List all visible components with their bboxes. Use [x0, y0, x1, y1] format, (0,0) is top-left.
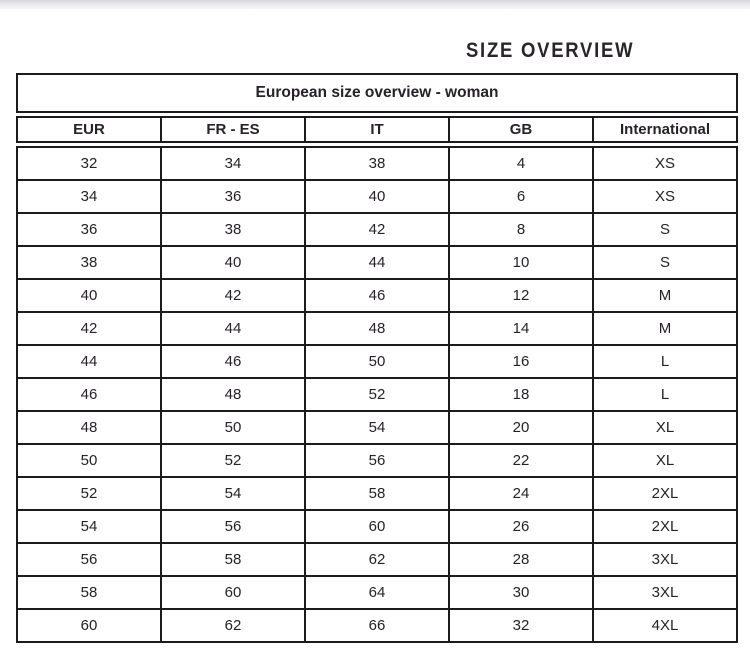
table-row [17, 378, 737, 411]
table-row [17, 576, 737, 609]
table-cell: S [593, 246, 737, 279]
table-cell: 6 [449, 180, 593, 213]
table-cell: 20 [449, 411, 593, 444]
window-top-bar [0, 0, 750, 9]
table-cell: 40 [161, 246, 305, 279]
table-cell: 60 [161, 576, 305, 609]
table-cell: M [593, 279, 737, 312]
table-cell: 2XL [593, 510, 737, 543]
table-cell: 44 [161, 312, 305, 345]
table-cell: 50 [161, 411, 305, 444]
table-cell: 60 [305, 510, 449, 543]
table-cell: 42 [17, 312, 161, 345]
column-header-fr-es: FR - ES [161, 117, 305, 142]
table-row [17, 510, 737, 543]
table-cell: 12 [449, 279, 593, 312]
table-row [17, 345, 737, 378]
table-row [17, 279, 737, 312]
table-cell: XL [593, 411, 737, 444]
table-cell: 56 [305, 444, 449, 477]
table-row [17, 246, 737, 279]
table-cell: 58 [161, 543, 305, 576]
table-cell: 44 [17, 345, 161, 378]
table-cell: L [593, 345, 737, 378]
table-row [17, 147, 737, 180]
table-cell: 48 [305, 312, 449, 345]
table-cell: 18 [449, 378, 593, 411]
table-cell: 48 [17, 411, 161, 444]
column-header-eur: EUR [17, 117, 161, 142]
table-cell: 54 [305, 411, 449, 444]
table-cell: 26 [449, 510, 593, 543]
table-cell: XS [593, 180, 737, 213]
table-cell: M [593, 312, 737, 345]
column-header-gb: GB [449, 117, 593, 142]
table-cell: 48 [161, 378, 305, 411]
table-row [17, 180, 737, 213]
table-cell: 62 [161, 609, 305, 642]
table-cell: 62 [305, 543, 449, 576]
table-cell: 50 [305, 345, 449, 378]
table-cell: 38 [161, 213, 305, 246]
table-cell: 44 [305, 246, 449, 279]
table-row [17, 477, 737, 510]
table-cell: 3XL [593, 543, 737, 576]
table-cell: 46 [161, 345, 305, 378]
table-cell: 50 [17, 444, 161, 477]
table-cell: 24 [449, 477, 593, 510]
size-overview-table [16, 73, 738, 643]
table-cell: 3XL [593, 576, 737, 609]
table-cell: 30 [449, 576, 593, 609]
table-cell: 46 [17, 378, 161, 411]
table-cell: 38 [17, 246, 161, 279]
table-row [17, 312, 737, 345]
table-title-row [17, 74, 737, 112]
table-cell: 4XL [593, 609, 737, 642]
table-cell: 16 [449, 345, 593, 378]
table-header-row [17, 117, 737, 142]
table-cell: 10 [449, 246, 593, 279]
table-cell: 40 [17, 279, 161, 312]
table-cell: 54 [161, 477, 305, 510]
table-cell: XL [593, 444, 737, 477]
table-cell: 36 [161, 180, 305, 213]
table-cell: 34 [17, 180, 161, 213]
table-cell: 58 [17, 576, 161, 609]
table-cell: 54 [17, 510, 161, 543]
table-cell: 56 [161, 510, 305, 543]
table-cell: 40 [305, 180, 449, 213]
table-cell: 66 [305, 609, 449, 642]
table-cell: 32 [449, 609, 593, 642]
table-cell: 52 [161, 444, 305, 477]
table-row [17, 609, 737, 642]
table-cell: 52 [305, 378, 449, 411]
table-cell: 36 [17, 213, 161, 246]
table-cell: L [593, 378, 737, 411]
table-cell: 58 [305, 477, 449, 510]
table-row [17, 213, 737, 246]
table-cell: XS [593, 147, 737, 180]
table-row [17, 411, 737, 444]
table-cell: 64 [305, 576, 449, 609]
table-cell: 38 [305, 147, 449, 180]
table-cell: 34 [161, 147, 305, 180]
table-cell: 32 [17, 147, 161, 180]
table-cell: 60 [17, 609, 161, 642]
heading-row [0, 9, 750, 73]
table-cell: 42 [305, 213, 449, 246]
page-title-text: SIZE OVERVIEW [465, 39, 634, 62]
table-cell: 52 [17, 477, 161, 510]
table-cell: 8 [449, 213, 593, 246]
column-header-international: International [593, 117, 737, 142]
table-cell: 14 [449, 312, 593, 345]
table-cell: 56 [17, 543, 161, 576]
table-cell: 28 [449, 543, 593, 576]
table-cell: S [593, 213, 737, 246]
table-row [17, 444, 737, 477]
page-title [443, 40, 634, 61]
column-header-it: IT [305, 117, 449, 142]
table-cell: 46 [305, 279, 449, 312]
table-title: European size overview - woman [17, 74, 737, 112]
table-cell: 42 [161, 279, 305, 312]
table-cell: 22 [449, 444, 593, 477]
table-cell: 4 [449, 147, 593, 180]
table-row [17, 543, 737, 576]
table-cell: 2XL [593, 477, 737, 510]
